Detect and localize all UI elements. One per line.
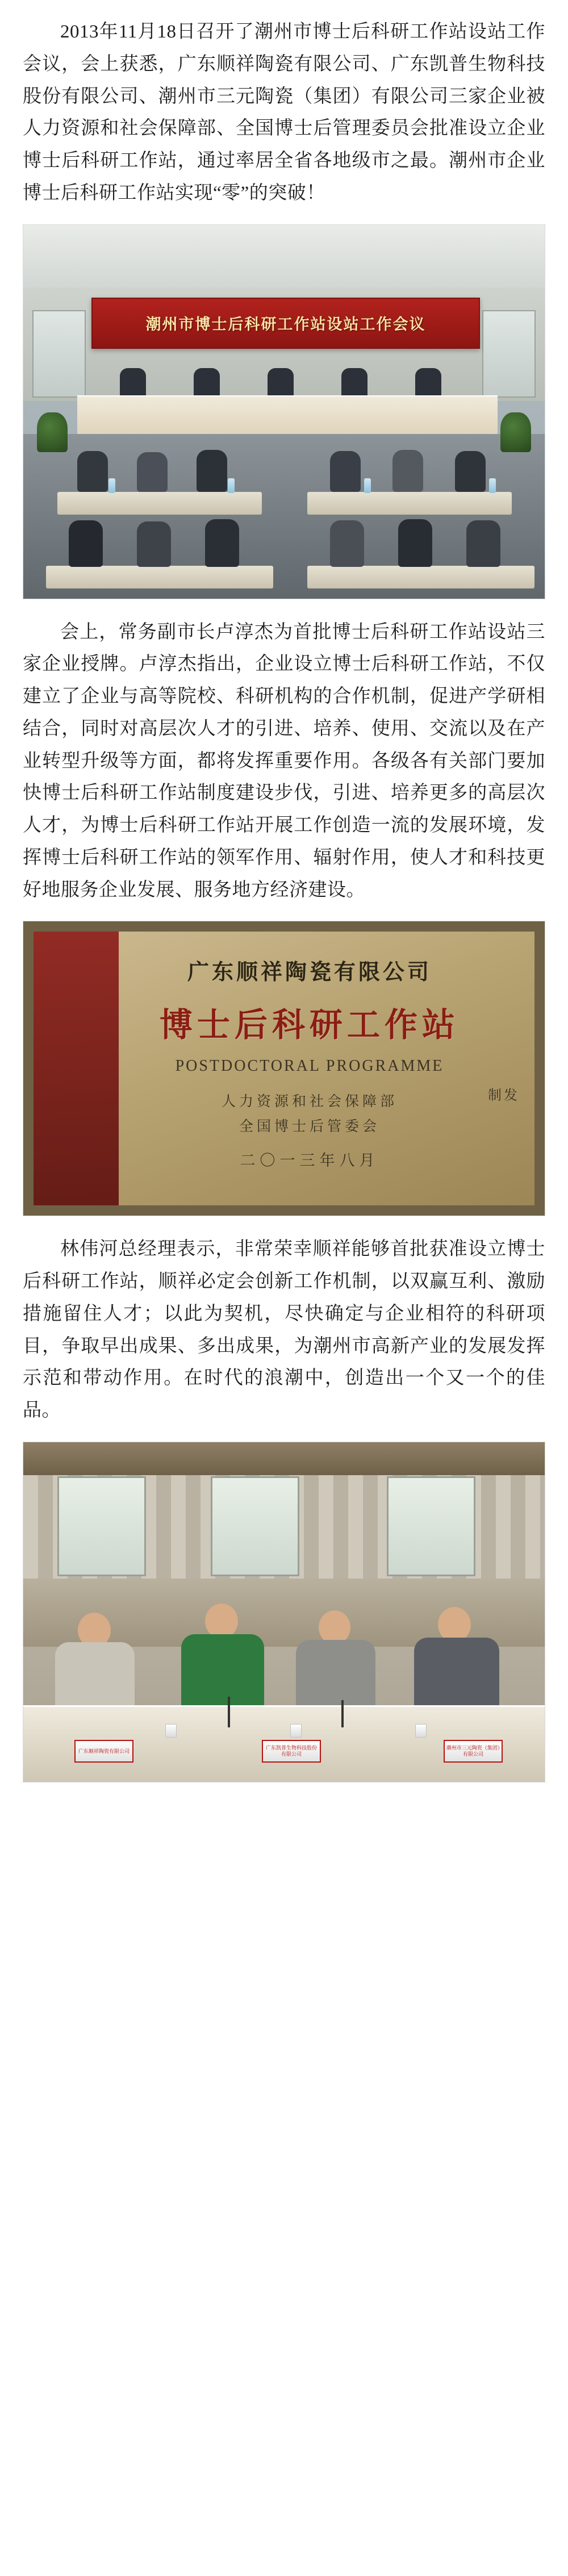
plaque-date: 二〇一三年八月	[240, 1152, 379, 1170]
water-bottle	[489, 478, 496, 493]
water-bottle	[364, 478, 371, 493]
plaque-frame	[23, 921, 545, 1216]
attendee	[77, 451, 108, 492]
paragraph-3: 林伟河总经理表示，非常荣幸顺祥能够首批获准设立博士后科研工作站，顺祥必定会创新工作机制，以双赢互利、激励措施留住人才；以此为契机，尽快确定与企业相符的科研项目，争取早出成果、多出成果，为潮州市高新产业的发展发挥示范和带动作用。在时代的浪潮中，创造出一个又一个的佳品。	[23, 1239, 545, 1421]
attendee	[466, 520, 500, 567]
audience-table	[46, 566, 273, 588]
potted-plant	[37, 412, 68, 452]
attendee	[392, 450, 423, 492]
plaque-issuer-2: 全国博士后管委会	[239, 1119, 380, 1135]
stage-banner	[91, 298, 480, 349]
attendee-head	[319, 1610, 350, 1644]
nameplate: 广东顺祥陶瓷有限公司	[74, 1740, 133, 1763]
water-bottle	[108, 478, 115, 493]
water-bottle	[228, 478, 235, 493]
audience-table	[307, 566, 534, 588]
ceiling	[23, 225, 545, 293]
attendee	[398, 519, 432, 567]
tea-cup	[165, 1724, 177, 1738]
attendee	[455, 451, 486, 492]
attendee	[330, 520, 364, 567]
figure-conference	[23, 224, 545, 599]
window-right	[482, 310, 536, 398]
tea-cup	[415, 1724, 427, 1738]
paragraph-2: 会上，常务副市长卢淳杰为首批博士后科研工作站设站三家企业授牌。卢淳杰指出，企业设立博士后科研工作站，不仅建立了企业与高等院校、科研机构的合作机制，促进产学研相结合，同时对高层次人才的引进、培养、使用、交流以及在产业转型升级等方面，都将发挥重要作用。各级各有关部门要加快博士后科研工作站制度建设步伐，引进、培养更多的高层次人才，为博士后科研工作站开展工作创造一流的发展环境，发挥博士后科研工作站的领军作用、辐射作用，使人才和科技更好地服务企业发展、服务地方经济建设。	[23, 621, 545, 900]
audience-table	[307, 492, 512, 515]
attendee-head	[438, 1607, 471, 1642]
conference-photo	[23, 224, 545, 599]
audience-table	[57, 492, 262, 515]
microphone	[228, 1697, 230, 1727]
nameplate: 广东凯普生物科技股份有限公司	[262, 1740, 321, 1763]
plaque-title: 博士后科研工作站	[159, 1007, 460, 1044]
attendee	[137, 521, 171, 567]
nameplate: 潮州市三元陶瓷（集团）有限公司	[444, 1740, 503, 1763]
meeting-photo	[23, 1442, 545, 1782]
figure-meeting	[23, 1442, 545, 1782]
window-center	[211, 1476, 299, 1576]
attendee	[205, 519, 239, 567]
attendee	[197, 450, 227, 492]
head-table	[77, 395, 498, 436]
paragraph-1: 2013年11月18日召开了潮州市博士后科研工作站设站工作会议，会上获悉，广东顺祥陶瓷有限公司、广东凯普生物科技股份有限公司、潮州市三元陶瓷（集团）有限公司三家企业被人力资源和社会保障部、全国博士后管理委员会批准设立企业博士后科研工作站，通过率居全省各地级市之最。潮州市企业博士后科研工作站实现“零”的突破！	[23, 22, 545, 203]
figure-plaque	[23, 921, 545, 1216]
stage-banner-text: 潮州市博士后科研工作站设站工作会议	[145, 316, 426, 333]
plaque-issuer-1: 人力资源和社会保障部	[221, 1094, 398, 1110]
attendee-head	[205, 1604, 238, 1639]
plaque-subtitle-en: POSTDOCTORAL PROGRAMME	[175, 1057, 444, 1075]
plaque-photo	[23, 921, 545, 1216]
plaque-stamp: 制发	[488, 1088, 520, 1104]
attendee	[137, 452, 168, 492]
attendee	[69, 520, 103, 567]
attendee	[330, 451, 361, 492]
curtain-valance	[23, 1442, 545, 1475]
microphone	[341, 1700, 344, 1727]
window-left	[57, 1476, 146, 1576]
window-right	[387, 1476, 475, 1576]
plaque-text-block	[102, 951, 517, 1186]
potted-plant	[500, 412, 531, 452]
plaque-company: 广东顺祥陶瓷有限公司	[187, 961, 432, 985]
tea-cup	[290, 1724, 302, 1738]
window-left	[32, 310, 86, 398]
